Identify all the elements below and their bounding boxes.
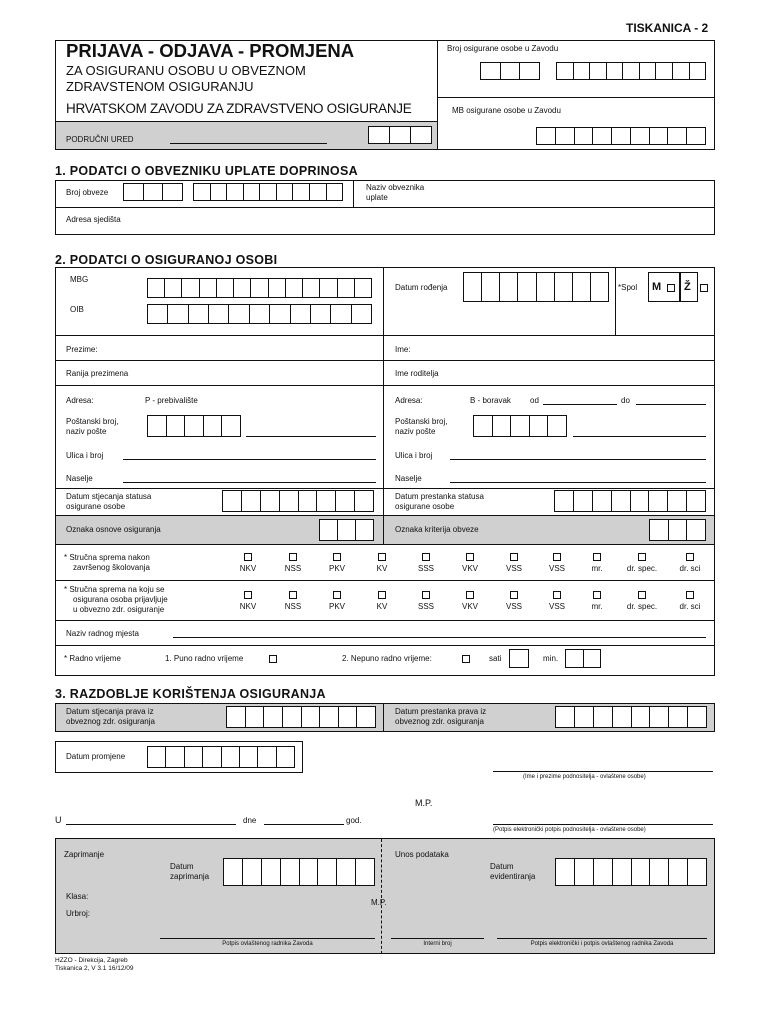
hours-grid[interactable] xyxy=(509,649,529,668)
education-registered-label-0: NKV xyxy=(239,602,257,611)
education-finished-label-10: dr. sci xyxy=(679,564,701,573)
from-label: od xyxy=(530,396,539,405)
education-finished-label-8: mr. xyxy=(591,564,603,573)
form-title: PRIJAVA - ODJAVA - PROMJENA xyxy=(66,40,355,61)
mbg-label: MBG xyxy=(70,275,89,284)
place-label: U xyxy=(55,815,62,825)
entry-date-grid[interactable] xyxy=(555,858,707,886)
education-registered-checkbox-3[interactable] xyxy=(378,591,386,599)
street-label-p: Ulica i broj xyxy=(66,451,104,460)
education-finished-checkbox-5[interactable] xyxy=(466,553,474,561)
part-time-label: 2. Nepuno radno vrijeme: xyxy=(342,654,432,663)
signature-line[interactable] xyxy=(493,824,713,825)
education-finished-label-2: PKV xyxy=(328,564,345,573)
stamp-label: M.P. xyxy=(415,798,433,808)
stay-from-line[interactable] xyxy=(543,404,617,405)
date-line[interactable] xyxy=(264,824,344,825)
internal-number-line[interactable] xyxy=(391,938,484,939)
footer-version: Tiskanica 2, V 3.1 16/12/09 xyxy=(55,965,134,972)
status-start-label-2: osigurane osobe xyxy=(66,502,126,511)
payer-name-label-2: uplate xyxy=(366,193,388,202)
education-finished-checkbox-6[interactable] xyxy=(510,553,518,561)
post-name-line-p[interactable] xyxy=(246,436,376,437)
education-finished-label-3: KV xyxy=(376,564,388,573)
address-label-p: Adresa: xyxy=(66,396,94,405)
office-use-box xyxy=(55,838,715,954)
surname-label: Prezime: xyxy=(66,345,98,354)
footer-org: HZZO - Direkcija, Zagreb xyxy=(55,957,128,964)
education-finished-label-6: VSS xyxy=(505,564,522,573)
obligation-grid-2[interactable] xyxy=(193,183,343,201)
office-line[interactable] xyxy=(170,143,327,144)
change-date-grid[interactable] xyxy=(147,746,295,768)
obligation-number-label: Broj obveze xyxy=(66,188,109,197)
education-registered-checkbox-9[interactable] xyxy=(638,591,646,599)
officer-sign-line[interactable] xyxy=(160,938,375,939)
internal-number-caption: Interni broj xyxy=(423,941,452,947)
oib-label: OIB xyxy=(70,305,84,314)
education-registered-checkbox-7[interactable] xyxy=(553,591,561,599)
education-label-2: * Stručna sprema na koju se xyxy=(64,585,165,594)
right-end-label-1: Datum prestanka prava iz xyxy=(395,707,487,716)
receipt-label: Zaprimanje xyxy=(64,850,105,859)
section-3-title: 3. RAZDOBLJE KORIŠTENJA OSIGURANJA xyxy=(55,687,326,701)
section-2-box xyxy=(55,267,715,676)
education-registered-checkbox-6[interactable] xyxy=(510,591,518,599)
education-finished-checkbox-10[interactable] xyxy=(686,553,694,561)
education-finished-checkbox-8[interactable] xyxy=(593,553,601,561)
section-2-title: 2. PODATCI O OSIGURANOJ OSOBI xyxy=(55,253,278,267)
sex-label: *Spol xyxy=(618,283,638,292)
office-label: PODRUČNI URED xyxy=(66,135,134,144)
parent-name-label: Ime roditelja xyxy=(395,369,439,378)
education-registered-label-7: VSS xyxy=(548,602,565,611)
name-label: Ime: xyxy=(395,345,411,354)
settlement-label-b: Naselje xyxy=(395,474,422,483)
minutes-grid[interactable] xyxy=(565,649,601,668)
education-finished-checkbox-7[interactable] xyxy=(553,553,561,561)
dob-label: Datum rođenja xyxy=(395,283,448,292)
obligation-grid-1[interactable] xyxy=(123,183,183,201)
officer-esign-caption: Potpis elektronički i potpis ovlaštenog radnika Zavoda xyxy=(530,941,674,947)
part-time-checkbox[interactable] xyxy=(462,655,470,663)
status-end-grid[interactable] xyxy=(554,490,706,512)
insured-number-grid-2[interactable] xyxy=(556,62,706,80)
stay-to-line[interactable] xyxy=(636,404,706,405)
male-label: M xyxy=(652,281,662,293)
education-label-1b: završenog školovanja xyxy=(73,563,150,572)
oib-grid[interactable] xyxy=(147,304,372,324)
payer-name-label-1: Naziv obveznika xyxy=(366,183,425,192)
stay-label: B - boravak xyxy=(470,396,511,405)
education-registered-label-2: PKV xyxy=(328,602,345,611)
education-finished-label-1: NSS xyxy=(284,564,302,573)
education-finished-checkbox-1[interactable] xyxy=(289,553,297,561)
officer-sign-caption: Potpis ovlaštenog radnika Zavoda xyxy=(222,941,313,947)
post-name-line-b[interactable] xyxy=(573,436,706,437)
female-checkbox[interactable] xyxy=(700,284,708,292)
to-label: do xyxy=(621,396,630,405)
officer-esign-line[interactable] xyxy=(497,938,707,939)
postal-grid-p[interactable] xyxy=(147,415,241,437)
signature-caption: (Potpis elektronički potpis podnositelja - ovlaštene osobe) xyxy=(493,827,646,833)
education-finished-label-4: SSS xyxy=(417,564,434,573)
education-label-1: * Stručna sprema nakon xyxy=(64,553,150,562)
education-registered-checkbox-4[interactable] xyxy=(422,591,430,599)
education-registered-label-3: KV xyxy=(376,602,388,611)
insurance-basis-label: Oznaka osnove osiguranja xyxy=(66,525,161,534)
mbg-grid[interactable] xyxy=(147,278,372,298)
education-registered-label-4: SSS xyxy=(417,602,434,611)
education-finished-checkbox-9[interactable] xyxy=(638,553,646,561)
signer-name-line[interactable] xyxy=(493,771,713,772)
change-date-label: Datum promjene xyxy=(66,752,126,761)
status-end-label-2: osigurane osobe xyxy=(395,502,455,511)
settlement-label-p: Naselje xyxy=(66,474,93,483)
status-start-grid[interactable] xyxy=(222,490,374,512)
postal-label-b1: Poštanski broj, xyxy=(395,417,448,426)
education-registered-checkbox-5[interactable] xyxy=(466,591,474,599)
work-time-label: * Radno vrijeme xyxy=(64,654,121,663)
criteria-grid[interactable] xyxy=(649,519,706,541)
office-stamp-label: M.P. xyxy=(371,898,387,907)
settlement-line-p[interactable] xyxy=(123,482,376,483)
education-registered-label-5: VKV xyxy=(461,602,478,611)
education-finished-checkbox-2[interactable] xyxy=(333,553,341,561)
data-entry-label: Unos podataka xyxy=(395,850,449,859)
institute-name: HRVATSKOM ZAVODU ZA ZDRAVSTVENO OSIGURANJE xyxy=(66,101,412,116)
education-label-2c: u obvezno zdr. osiguranje xyxy=(73,605,165,614)
right-start-grid[interactable] xyxy=(226,706,376,728)
form-code: TISKANICA - 2 xyxy=(626,21,709,35)
status-end-label-1: Datum prestanka statusa xyxy=(395,492,484,501)
education-finished-checkbox-0[interactable] xyxy=(244,553,252,561)
street-line-b[interactable] xyxy=(450,459,706,460)
postal-grid-b[interactable] xyxy=(473,415,567,437)
education-finished-label-0: NKV xyxy=(239,564,257,573)
hours-label: sati xyxy=(489,654,502,663)
insured-number-label: Broj osigurane osobe u Zavodu xyxy=(447,44,559,53)
education-registered-label-9: dr. spec. xyxy=(626,602,658,611)
street-line-p[interactable] xyxy=(123,459,376,460)
date-label: dne xyxy=(243,816,257,825)
section-1-title: 1. PODATCI O OBVEZNIKU UPLATE DOPRINOSA xyxy=(55,164,358,178)
education-finished-checkbox-3[interactable] xyxy=(378,553,386,561)
right-start-label-1: Datum stjecanja prava iz xyxy=(66,707,154,716)
class-label: Klasa: xyxy=(66,892,89,901)
right-start-label-2: obveznog zdr. osiguranja xyxy=(66,717,155,726)
education-registered-label-1: NSS xyxy=(284,602,302,611)
education-finished-label-9: dr. spec. xyxy=(626,564,658,573)
street-label-b: Ulica i broj xyxy=(395,451,433,460)
residence-label: P - prebivalište xyxy=(145,396,198,405)
education-finished-checkbox-4[interactable] xyxy=(422,553,430,561)
female-label: Ž xyxy=(684,281,691,293)
form-subtitle-1: ZA OSIGURANU OSOBU U OBVEZNOM xyxy=(66,63,306,78)
job-title-line[interactable] xyxy=(173,637,706,638)
insured-number-grid-1[interactable] xyxy=(480,62,540,80)
right-end-label-2: obveznog zdr. osiguranja xyxy=(395,717,484,726)
address-label-b: Adresa: xyxy=(395,396,423,405)
education-registered-checkbox-1[interactable] xyxy=(289,591,297,599)
education-finished-label-5: VKV xyxy=(461,564,478,573)
education-registered-label-10: dr. sci xyxy=(679,602,701,611)
place-line[interactable] xyxy=(66,824,236,825)
status-start-label-1: Datum stjecanja statusa xyxy=(66,492,152,501)
previous-surnames-label: Ranija prezimena xyxy=(66,369,129,378)
job-title-label: Naziv radnog mjesta xyxy=(66,629,139,638)
reg-number-label: Urbroj: xyxy=(66,909,91,918)
education-registered-checkbox-10[interactable] xyxy=(686,591,694,599)
year-label: god. xyxy=(346,816,362,825)
education-registered-label-8: mr. xyxy=(591,602,603,611)
mb-label: MB osigurane osobe u Zavodu xyxy=(452,106,561,115)
entry-date-label-1: Datum xyxy=(490,862,514,871)
settlement-line-b[interactable] xyxy=(450,482,706,483)
office-code-grid[interactable] xyxy=(368,126,432,144)
education-registered-checkbox-8[interactable] xyxy=(593,591,601,599)
dob-grid[interactable] xyxy=(463,272,609,302)
full-time-checkbox[interactable] xyxy=(269,655,277,663)
education-label-2b: osigurana osoba prijavljuje xyxy=(73,595,168,604)
education-registered-label-6: VSS xyxy=(505,602,522,611)
criteria-label: Oznaka kriterija obveze xyxy=(395,525,479,534)
receipt-date-label-1: Datum xyxy=(170,862,194,871)
entry-date-label-2: evidentiranja xyxy=(490,872,536,881)
full-time-label: 1. Puno radno vrijeme xyxy=(165,654,244,663)
right-end-grid[interactable] xyxy=(555,706,707,728)
postal-label-2: naziv pošte xyxy=(66,427,107,436)
receipt-date-grid[interactable] xyxy=(223,858,375,886)
education-registered-checkbox-2[interactable] xyxy=(333,591,341,599)
male-checkbox[interactable] xyxy=(667,284,675,292)
signer-name-caption: (Ime i prezime podnositelja - ovlaštene osobe) xyxy=(523,774,646,780)
postal-label-1: Poštanski broj, xyxy=(66,417,119,426)
education-registered-checkbox-0[interactable] xyxy=(244,591,252,599)
education-finished-label-7: VSS xyxy=(548,564,565,573)
postal-label-b2: naziv pošte xyxy=(395,427,436,436)
receipt-date-label-2: zaprimanja xyxy=(170,872,210,881)
insurance-basis-grid[interactable] xyxy=(319,519,374,541)
mb-grid[interactable] xyxy=(536,127,706,145)
seat-address-label: Adresa sjedišta xyxy=(66,215,121,224)
form-subtitle-2: ZDRAVSTENOM OSIGURANJU xyxy=(66,79,254,94)
minutes-label: min. xyxy=(543,654,559,663)
